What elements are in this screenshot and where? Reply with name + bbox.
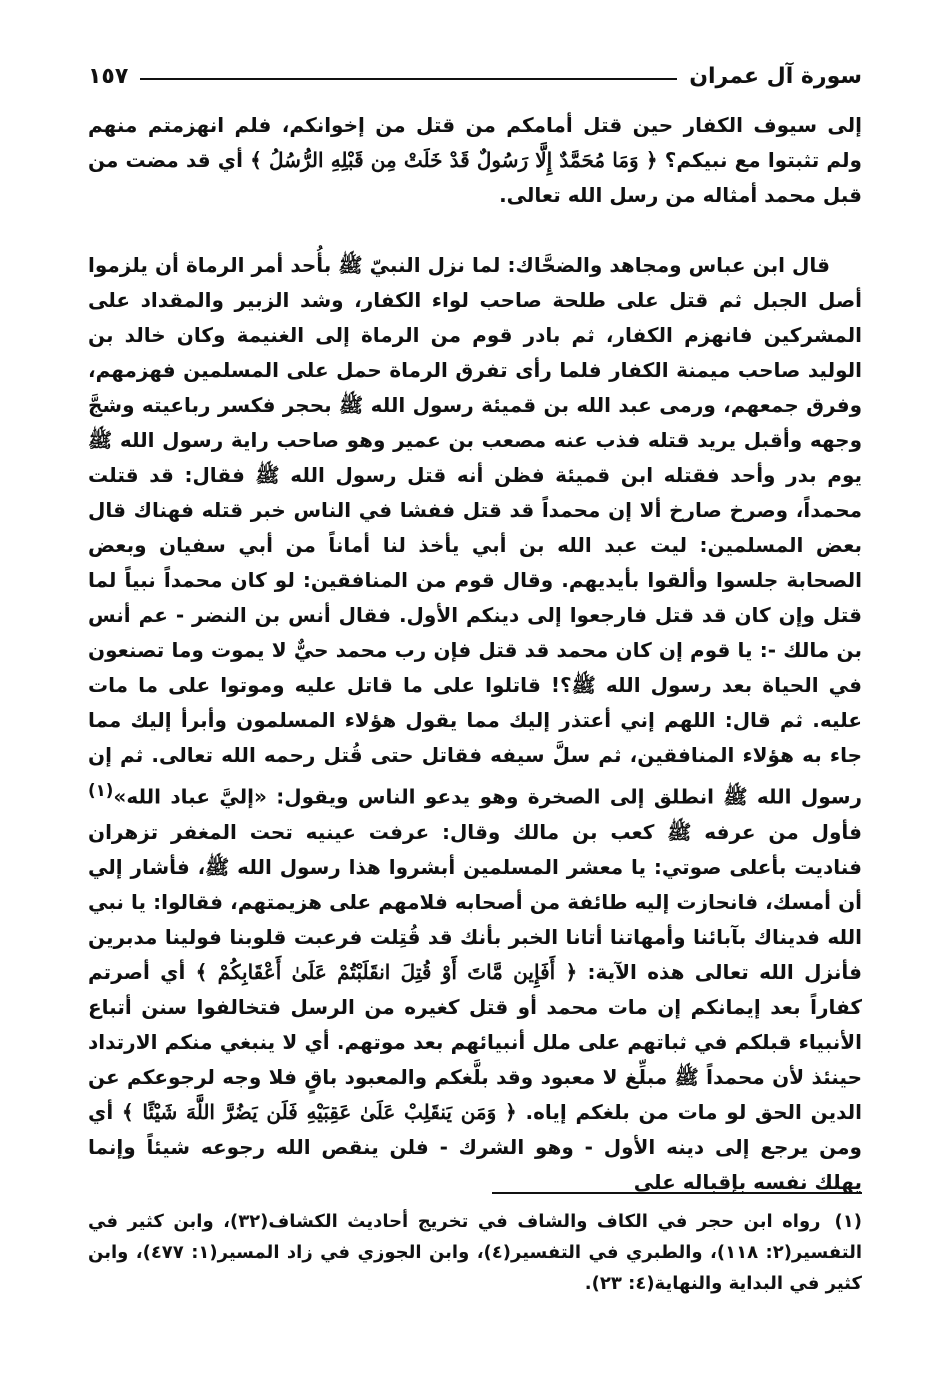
- paragraph-2-text-d: أي ومن يرجع إلى دينه الأول - وهو الشرك - فلن ينقص الله رجوعه شيئاً وإنما يهلك نفسه بإقباله على: [88, 1099, 862, 1194]
- page-number: ١٥٧: [88, 63, 129, 89]
- paragraph-1-text-b: أي قد مضت من قبل محمد أمثاله من رسل الله تعالى.: [88, 148, 862, 207]
- footnote-separator: [492, 1192, 862, 1194]
- ayah-quote-1: ﴿ وَمَا مُحَمَّدٌ إِلَّا رَسُولٌ قَدْ خَلَتْ مِن قَبْلِهِ الرُّسُلُ ﴾: [250, 148, 658, 172]
- page-header: [88, 58, 862, 94]
- footnote: [88, 1206, 862, 1299]
- paragraph-1-text-a: إلى سيوف الكفار حين قتل أمامكم من قتل من إخوانكم، فلم انهزمتم منهم ولم تثبتوا مع نبيكم؟: [88, 113, 862, 172]
- footnote-reference: (١): [88, 781, 114, 800]
- footnote-mark: (١): [834, 1211, 862, 1232]
- paragraph-2-text-b: فأول من عرفه ﷺ كعب بن مالك وقال: عرفت عينيه تحت المغفر تزهران فناديت بأعلى صوتي: يا معشر المسلمين أبشروا هذا رسول الله ﷺ، فأشار إلي أن أمسك، فانحازت إليه طائفة من أصحابه فلامهم على هزيمتهم، فقالوا: يا نبي الله فديناك بآبائنا وأمهاتنا أتانا الخبر بأنك قد قُتِلت فرعبت قلوبنا فولينا مدبرين فأنزل الله تعالى هذه الآية:: [88, 819, 862, 984]
- surah-title: سورة آل عمران: [689, 63, 862, 89]
- header-rule: [140, 78, 677, 80]
- paragraph-2: [88, 248, 862, 1200]
- ayah-quote-3: ﴿ وَمَن يَنقَلِبْ عَلَىٰ عَقِبَيْهِ فَلَن يَضُرَّ اللَّهَ شَيْئًا ﴾: [121, 1099, 517, 1124]
- paragraph-2-text-c: أي أصرتم كفاراً بعد إيمانكم إن مات محمد أو قتل كغيره من الرسل فتخالفوا سنن أتباع الأنبياء قبلكم في ثباتهم على ملل أنبيائهم بعد موتهم. أي لا ينبغي منكم الارتداد حينئذ لأن محمداً ﷺ مبلِّغ لا معبود وقد بلَّغكم والمعبود باقٍ فلا وجه لرجوعكم عن الدين الحق لو مات من بلغكم إياه.: [88, 959, 863, 1124]
- paragraph-1: [88, 108, 862, 213]
- main-text: [88, 108, 862, 1200]
- ayah-quote-2: ﴿ أَفَإِين مَّاتَ أَوْ قُتِلَ انقَلَبْتُمْ عَلَىٰ أَعْقَابِكُمْ ﴾: [195, 959, 578, 984]
- footnote-text: رواه ابن حجر في الكاف والشاف في تخريج أحاديث الكشاف(٣٢)، وابن كثير في التفسير(٢: ١١٨)، والطبري في التفسير(٤)، وابن الجوزي في زاد المسير(١: ٤٧٧)، وابن كثير في البداية والنهاية(٤: ٢٣).: [88, 1211, 863, 1294]
- paragraph-2-text-a: قال ابن عباس ومجاهد والضحَّاك: لما نزل النبيّ ﷺ بأُحد أمر الرماة أن يلزموا أصل الجبل ثم قتل على طلحة صاحب لواء الكفار، وشد الزبير والمقداد على المشركين فانهزم الكفار، ثم بادر قوم من الرماة إلى الغنيمة وكان خالد بن الوليد صاحب ميمنة الكفار فلما رأى تفرق الرماة حمل على المسلمين فهزمهم، وفرق جمعهم، ورمى عبد الله بن قميئة رسول الله ﷺ بحجر فكسر رباعيته وشجَّ وجهه وأقبل يريد قتله فذب عنه مصعب بن عمير وهو صاحب راية رسول الله ﷺ يوم بدر وأحد فقتله ابن قميئة فظن أنه قتل رسول الله ﷺ فقال: قد قتلت محمداً، وصرخ صارخ ألا إن محمداً قد قتل ففشا في الناس خبر قتله فهناك قال بعض المسلمين: ليت عبد الله بن أبي يأخذ لنا أماناً من أبي سفيان وبعض الصحابة جلسوا وألقوا بأيديهم. وقال قوم من المنافقين: لو كان محمداً نبياً لما قتل وإن كان قد قتل فارجعوا إلى دينكم الأول. فقال أنس بن النضر - عم أنس بن مالك -: يا قوم إن كان محمد قد قتل فإن رب محمد حيٌّ لا يموت وما تصنعون في الحياة بعد رسول الله ﷺ؟! قاتلوا على ما قاتل عليه وموتوا على ما مات عليه. ثم قال: اللهم إني أعتذر إليك مما يقول هؤلاء المسلمون وأبرأ إليك مما جاء به هؤلاء المنافقين، ثم سلَّ سيفه فقاتل حتى قُتل رحمه الله تعالى. ثم إن رسول الله ﷺ انطلق إلى الصخرة وهو يدعو الناس ويقول: «إليَّ عباد الله»: [88, 253, 862, 809]
